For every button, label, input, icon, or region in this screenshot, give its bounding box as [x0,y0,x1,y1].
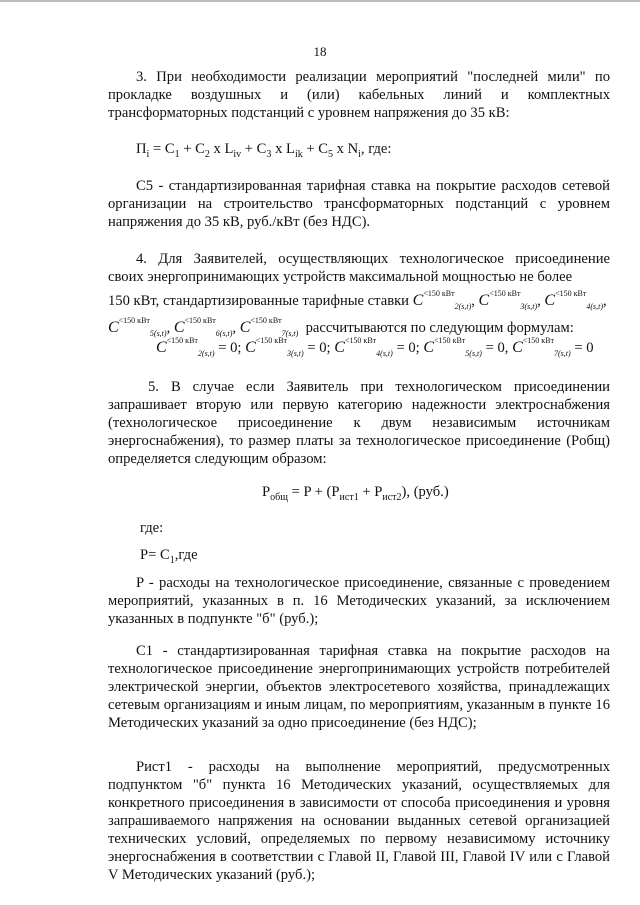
paragraph-4: 4. Для Заявителей, осуществляющих технологическое присоединение своих энергопринимающих устройств максимальной мощностью не более [108,251,610,285]
rate-c7: $C^{<150 кВт}_{7(s,t)}$ [239,316,299,338]
rate-c6: $C^{<150 кВт}_{6(s,t)}$ [173,316,233,338]
c5-definition: C5 - стандартизированная тарифная ставка на покрытие расходов сетевой организации на строительство трансформаторных подстанций с уровнем напряжения до 35 кВ, руб./кВт (без НДС). [108,178,610,230]
pist1-definition: Pист1 - расходы на выполнение мероприятий, предусмотренных подпунктом "б" пункта 16 Методических указаний, осуществляемых для конкретного присоединения в зависимости от способа присоединения и уровня запрашиваемого напряжения на основании выданных сетевой организацией технических условий, определяемых по первому независимому источнику энергоснабжения в соответствии с Главой II, Главой III, Главой IV или с Главой V Методических указаний (руб.); [108,759,610,883]
eq-c3: $C^{<150 кВт}_{3(s,t)}$ [245,336,304,358]
formula-p: $P= C_1,где$ [140,547,198,566]
p4-line3-text: 150 кВт, стандартизированные тарифные ставки [108,293,409,309]
eq-c4: $C^{<150 кВт}_{4(s,t)}$ [334,336,393,358]
paragraph-3: 3. При необходимости реализации мероприятий "последней мили" по прокладке воздушных и (или) кабельных линий и комплектных трансформаторных подстанций с уровнем напряжения до 35 кВ: [108,69,610,121]
p-definition: P - расходы на технологическое присоединение, связанные с проведением мероприятий, указанных в п. 16 Методических указаний, за исключением указанных в подпункте "б" (руб.); [108,575,610,627]
rates-equations: $C^{<150 кВт}_{2(s,t)} = 0$; $C^{<150 кВт}_{3(s,t)} = 0$; $C^{<150 кВт}_{4(s,t)} = 0$; $C^{<150 кВт}_{5(s,t)} = 0$, $C^{<150 кВт}_{7(s,t)} = 0$ [156,336,594,358]
paragraph-5: 5. В случае если Заявитель при технологическом присоединении запрашивает вторую или первую категорию надежности электроснабжения (технологическое присоединение к двум независимым источникам энергоснабжения), то размер платы за технологическое присоединение (Pобщ) определяется следующим образом: [108,379,610,467]
p4-line4-text: рассчитываются по следующим формулам: [305,320,574,336]
c1-definition: C1 - стандартизированная тарифная ставка на покрытие расходов на технологическое присоединение энергопринимающих устройств потребителей электрической энергии, объектов электросетевого хозяйства, принадлежащих сетевым организациям и иным лицам, по мероприятиям, указанным в пункте 16 Методических указаний за одно присоединение (без НДС); [108,643,610,731]
rate-c5: $C^{<150 кВт}_{5(s,t)}$ [108,316,167,338]
eq-c2: $C^{<150 кВт}_{2(s,t)}$ [156,336,215,358]
paragraph-4-rates-line: 150 кВт, стандартизированные тарифные ставки $C^{<150 кВт}_{2(s,t)}$, $C^{<150 кВт}_{3(s,t)}$, $C^{<150 кВт}_{4(s,t)}$, [108,289,607,311]
rate-c3: $C^{<150 кВт}_{3(s,t)}$ [478,289,538,311]
paragraph-4-rates-line-2: $C^{<150 кВт}_{5(s,t)}$, $C^{<150 кВт}_{6(s,t)}$, $C^{<150 кВт}_{7(s,t)}$ рассчитываются по следующим формулам: [108,316,574,338]
where-label: где: [140,520,164,536]
formula-pi: $П_i = C_1 + C_2$ x $L_{iv} + C_3$ x $L_{ik} + C_5$ x $N_i$, где: [136,141,392,160]
rate-c4: $C^{<150 кВт}_{4(s,t)}$ [544,289,603,311]
eq-c7: $C^{<150 кВт}_{7(s,t)}$ [512,336,571,358]
rate-c2: $C^{<150 кВт}_{2(s,t)}$ [412,289,472,311]
eq-c5: $C^{<150 кВт}_{5(s,t)}$ [423,336,482,358]
formula-pobsh: $P_{общ} = P + (P_{ист1} + P_{ист2})$, (руб.) [262,484,449,503]
page-number: 18 [313,44,327,59]
